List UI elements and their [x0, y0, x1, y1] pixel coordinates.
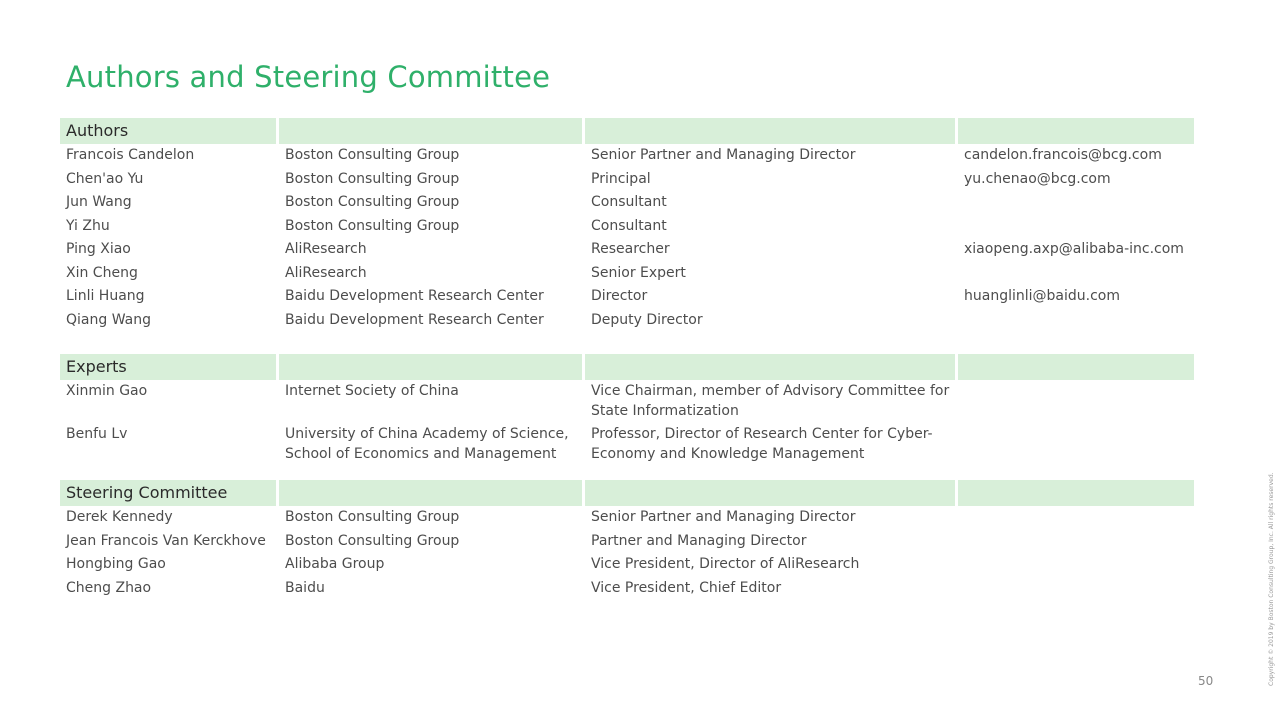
role: Consultant: [591, 194, 667, 210]
person-name: Jean Francois Van Kerckhove: [66, 532, 266, 549]
organization: Alibaba Group: [285, 556, 385, 572]
header-fill: [958, 480, 1194, 506]
person-name: Linli Huang: [66, 288, 145, 304]
person-name: Yi Zhu: [66, 217, 110, 234]
email: [958, 262, 1194, 286]
section-header: [60, 480, 1194, 506]
organization: Boston Consulting Group: [285, 217, 460, 234]
table-row: [60, 423, 1194, 466]
section-steering-committee: [60, 480, 1194, 600]
email: [958, 577, 1194, 601]
email: [958, 191, 1194, 215]
person-name: Qiang Wang: [66, 311, 151, 328]
table-row: [60, 191, 1194, 215]
organization: Baidu Development Research Center: [285, 311, 544, 328]
header-fill: [279, 118, 582, 144]
section-rows: [60, 144, 1194, 332]
person-name: Jun Wang: [66, 194, 132, 210]
email: [958, 380, 1194, 423]
table-row: [60, 380, 1194, 423]
person-name: Ping Xiao: [66, 241, 131, 257]
organization: Boston Consulting Group: [285, 170, 460, 187]
page-title: Authors and Steering Committee: [66, 60, 551, 94]
email: huanglinli@baidu.com: [964, 288, 1120, 304]
person-name: Hongbing Gao: [66, 556, 166, 572]
person-name: Derek Kennedy: [66, 509, 173, 525]
organization: Baidu: [285, 579, 325, 596]
role: Principal: [591, 170, 651, 187]
header-fill: [585, 354, 955, 380]
copyright-notice: Copyright © 2019 by Boston Consulting Group, Inc. All rights reserved.: [1268, 472, 1275, 686]
section-heading: Authors: [60, 118, 276, 144]
role: Deputy Director: [591, 311, 703, 328]
role: Vice President, Director of AliResearch: [591, 556, 860, 572]
table-row: [60, 577, 1194, 601]
section-rows: [60, 380, 1194, 466]
table-row: [60, 553, 1194, 577]
email: candelon.francois@bcg.com: [964, 147, 1162, 163]
role: Partner and Managing Director: [591, 532, 807, 549]
section-header: [60, 354, 1194, 380]
section-heading: Experts: [60, 354, 276, 380]
header-fill: [958, 354, 1194, 380]
person-name: Francois Candelon: [66, 147, 195, 163]
email: [958, 553, 1194, 577]
organization: Boston Consulting Group: [285, 532, 460, 549]
organization: University of China Academy of Science, School of Economics and Management: [285, 426, 569, 462]
role: Researcher: [591, 241, 670, 257]
header-fill: [585, 480, 955, 506]
organization: Baidu Development Research Center: [285, 288, 544, 304]
organization: Boston Consulting Group: [285, 194, 460, 210]
table-row: [60, 238, 1194, 262]
role: Vice President, Chief Editor: [591, 579, 782, 596]
email: [958, 215, 1194, 239]
role: Senior Partner and Managing Director: [591, 147, 856, 163]
table-row: [60, 168, 1194, 192]
table-row: [60, 262, 1194, 286]
table-row: [60, 285, 1194, 309]
section-authors: [60, 118, 1194, 332]
table-row: [60, 309, 1194, 333]
header-fill: [958, 118, 1194, 144]
table-row: [60, 506, 1194, 530]
person-name: Xin Cheng: [66, 264, 138, 281]
section-rows: [60, 506, 1194, 600]
role: Senior Partner and Managing Director: [591, 509, 856, 525]
email: [958, 309, 1194, 333]
person-name: Cheng Zhao: [66, 579, 152, 596]
table-row: [60, 530, 1194, 554]
person-name: Benfu Lv: [66, 426, 128, 442]
section-experts: [60, 354, 1194, 466]
organization: Boston Consulting Group: [285, 509, 460, 525]
organization: AliResearch: [285, 264, 367, 281]
person-name: Chen'ao Yu: [66, 170, 144, 187]
header-fill: [279, 354, 582, 380]
email: xiaopeng.axp@alibaba-inc.com: [964, 241, 1184, 257]
email: yu.chenao@bcg.com: [964, 170, 1111, 187]
email: [958, 506, 1194, 530]
page-number: 50: [1198, 674, 1214, 688]
table-row: [60, 144, 1194, 168]
email: [958, 530, 1194, 554]
person-name: Xinmin Gao: [66, 383, 148, 399]
role: Consultant: [591, 217, 667, 234]
role: Director: [591, 288, 648, 304]
role: Senior Expert: [591, 264, 686, 281]
organization: Boston Consulting Group: [285, 147, 460, 163]
table-row: [60, 215, 1194, 239]
email: [958, 423, 1194, 466]
section-heading: Steering Committee: [60, 480, 276, 506]
role: Professor, Director of Research Center for Cyber-Economy and Knowledge Management: [591, 426, 933, 462]
organization: AliResearch: [285, 241, 367, 257]
header-fill: [279, 480, 582, 506]
organization: Internet Society of China: [285, 383, 459, 399]
section-header: [60, 118, 1194, 144]
role: Vice Chairman, member of Advisory Committee for State Informatization: [591, 383, 950, 419]
header-fill: [585, 118, 955, 144]
